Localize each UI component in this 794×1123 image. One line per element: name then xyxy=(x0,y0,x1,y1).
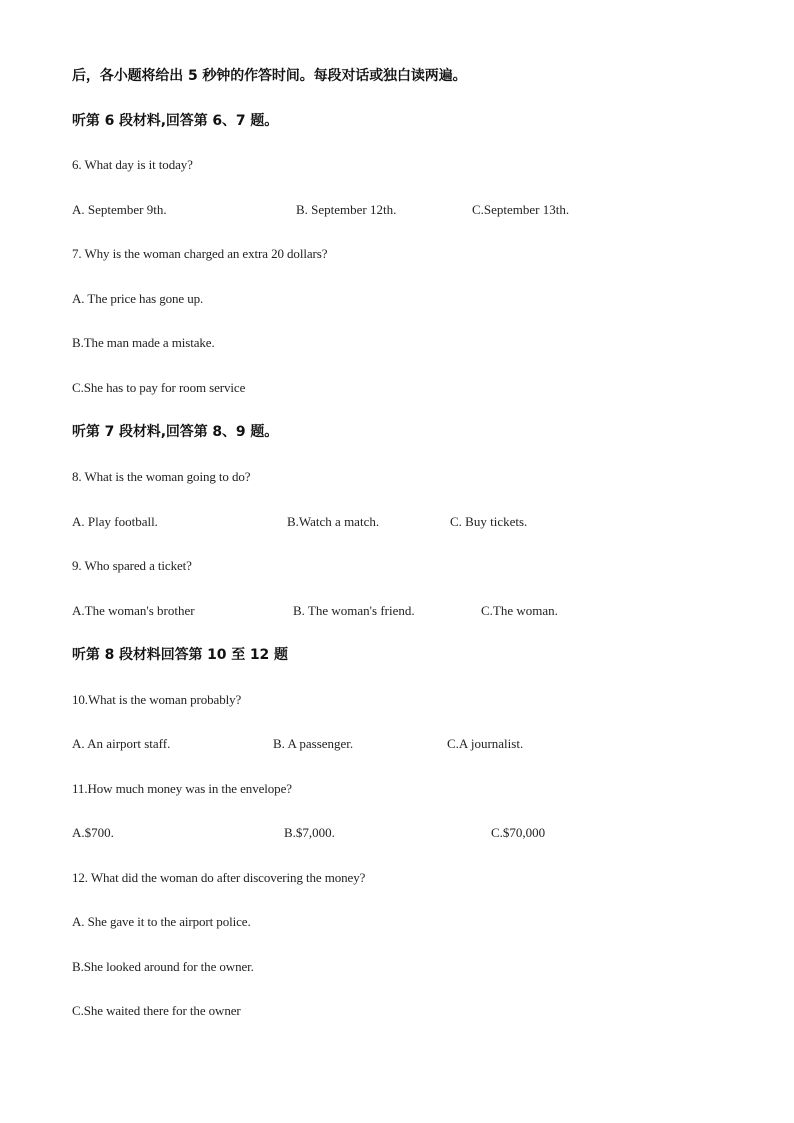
option-a: A. An airport staff. xyxy=(72,736,171,751)
question-stem: 9. Who spared a ticket? xyxy=(72,558,192,573)
option-b: B.$7,000. xyxy=(284,825,335,840)
option-b: B.Watch a match. xyxy=(287,514,380,529)
option-b: B.The man made a mistake. xyxy=(72,335,215,350)
question-stem: 10.What is the woman probably? xyxy=(72,692,242,707)
question-stem: 6. What day is it today? xyxy=(72,157,193,172)
option-c: C.A journalist. xyxy=(447,736,524,751)
option-c: C.She has to pay for room service xyxy=(72,380,246,395)
section-heading: 听第 6 段材料,回答第 6、7 题。 xyxy=(72,113,279,129)
option-c: C.The woman. xyxy=(481,603,558,618)
option-c: C.September 13th. xyxy=(472,202,570,217)
question-stem: 8. What is the woman going to do? xyxy=(72,469,251,484)
option-c: C.She waited there for the owner xyxy=(72,1003,241,1018)
question-stem: 11.How much money was in the envelope? xyxy=(72,781,292,796)
section-heading: 听第 7 段材料,回答第 8、9 题。 xyxy=(72,424,279,440)
option-b: B.She looked around for the owner. xyxy=(72,959,254,974)
option-a: A.The woman's brother xyxy=(72,603,195,618)
option-b: B. September 12th. xyxy=(296,202,397,217)
question-stem: 12. What did the woman do after discovering the money? xyxy=(72,870,366,885)
option-b: B. The woman's friend. xyxy=(293,603,415,618)
option-a: A. The price has gone up. xyxy=(72,291,204,306)
option-c: C. Buy tickets. xyxy=(450,514,528,529)
section-heading: 听第 8 段材料回答第 10 至 12 题 xyxy=(72,647,288,663)
option-a: A. She gave it to the airport police. xyxy=(72,914,251,929)
option-c: C.$70,000 xyxy=(491,825,546,840)
question-stem: 7. Why is the woman charged an extra 20 dollars? xyxy=(72,246,328,261)
option-b: B. A passenger. xyxy=(273,736,354,751)
intro-text: 后，各小题将给出 5 秒钟的作答时间。每段对话或独白读两遍。 xyxy=(72,68,467,84)
option-a: A. September 9th. xyxy=(72,202,167,217)
option-a: A.$700. xyxy=(72,825,114,840)
option-a: A. Play football. xyxy=(72,514,158,529)
